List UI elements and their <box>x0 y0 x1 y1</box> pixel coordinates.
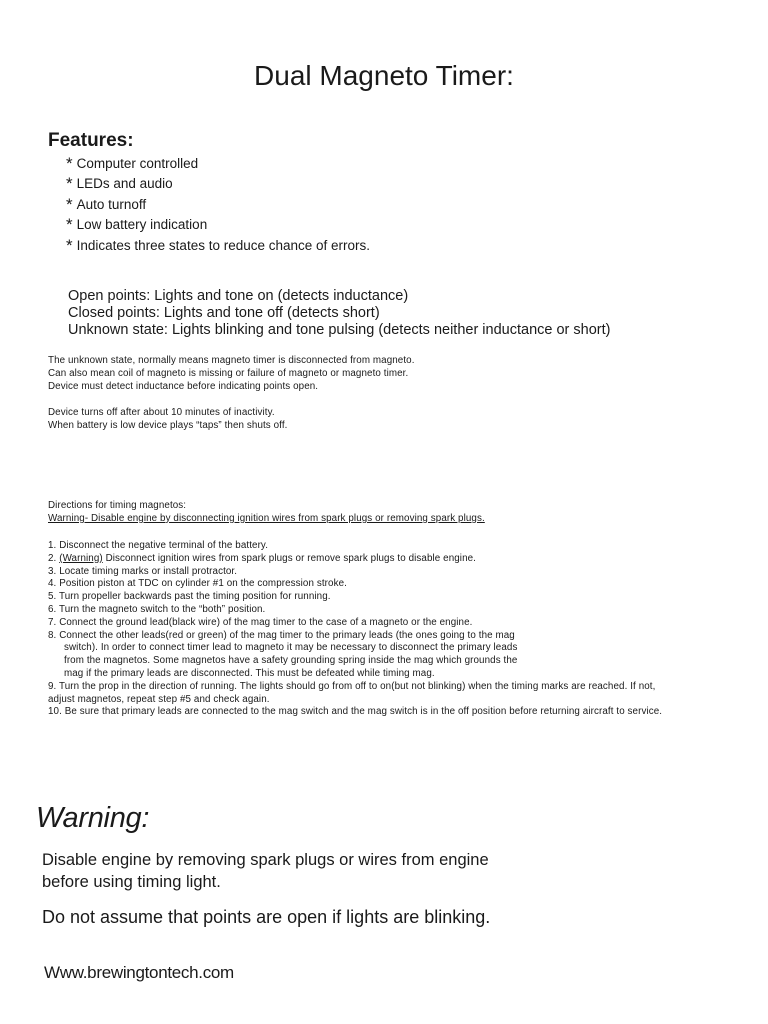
warning-line: Disable engine by removing spark plugs or wires from engine <box>42 851 489 869</box>
note-line: Can also mean coil of magneto is missing or failure of magneto or magneto timer. <box>48 367 409 379</box>
step-8-cont: mag if the primary leads are disconnected. This must be defeated while timing mag. <box>64 667 435 679</box>
warning-blinking-text: Do not assume that points are open if lights are blinking. <box>42 907 491 927</box>
step-9: 9. Turn the prop in the direction of running. The lights should go from off to on(but not blinking) when the timing marks are reached. If not, <box>48 680 656 692</box>
step-4: 4. Position piston at TDC on cylinder #1 on the compression stroke. <box>48 578 347 590</box>
step-5: 5. Turn propeller backwards past the timing position for running. <box>48 591 331 603</box>
point-states <box>68 288 610 339</box>
features-list <box>66 153 370 255</box>
note-line: Device must detect inductance before indicating points open. <box>48 380 319 392</box>
website-url: Www.brewingtontech.com <box>44 963 234 982</box>
step-7: 7. Connect the ground lead(black wire) of the mag timer to the case of a magneto or the engine. <box>48 616 473 628</box>
feature-item: * Computer controlled <box>66 154 199 173</box>
asterisk-icon: * <box>66 174 73 194</box>
page-title: Dual Magneto Timer: <box>254 60 514 91</box>
feature-item: * Indicates three states to reduce chance of errors. <box>66 235 371 255</box>
state-open: Open points: Lights and tone on (detects inductance) <box>68 288 409 304</box>
note-line: When battery is low device plays “taps” then shuts off. <box>48 419 288 431</box>
asterisk-icon: * <box>66 215 73 235</box>
directions-steps <box>48 540 662 719</box>
directions-warning: Warning- Disable engine by disconnecting ignition wires from spark plugs or removing spark plugs. <box>48 512 485 524</box>
step-1: 1. Disconnect the negative terminal of the battery. <box>48 540 269 551</box>
step-8-cont: from the magnetos. Some magnetos have a safety grounding spring inside the mag which grounds the <box>64 655 518 667</box>
step-8: 8. Connect the other leads(red or green) of the mag timer to the primary leads (the ones going to the mag <box>48 629 515 641</box>
step-6: 6. Turn the magneto switch to the “both” position. <box>48 603 266 615</box>
step-2-warning: (Warning) <box>59 552 103 564</box>
note-line: Device turns off after about 10 minutes of inactivity. <box>48 407 275 418</box>
feature-item: * LEDs and audio <box>66 174 173 194</box>
asterisk-icon: * <box>66 194 73 214</box>
unknown-state-notes <box>48 355 415 393</box>
step-3: 3. Locate timing marks or install protractor. <box>48 565 238 577</box>
feature-item: * Auto turnoff <box>66 194 147 214</box>
device-notes <box>48 407 287 433</box>
state-unknown: Unknown state: Lights blinking and tone pulsing (detects neither inductance or short) <box>68 322 611 338</box>
warning-heading: Warning: <box>36 802 150 834</box>
warning-line: before using timing light. <box>42 873 221 891</box>
step-8-cont: switch). In order to connect timer lead to magneto it may be necessary to disconnect the primary leads <box>64 642 518 654</box>
state-closed: Closed points: Lights and tone off (detects short) <box>68 305 380 321</box>
directions-header <box>48 500 485 526</box>
warning-disable-text <box>42 849 489 893</box>
note-line: The unknown state, normally means magneto timer is disconnected from magneto. <box>48 355 415 366</box>
asterisk-icon: * <box>66 235 73 255</box>
step-9-cont: adjust magnetos, repeat step #5 and check again. <box>48 693 270 705</box>
step-2: 2. (Warning) Disconnect ignition wires from spark plugs or remove spark plugs to disable engine. <box>48 552 476 564</box>
features-heading: Features: <box>48 130 134 151</box>
step-10: 10. Be sure that primary leads are connected to the mag switch and the mag switch is in the off position before returning aircraft to service. <box>48 706 663 718</box>
feature-item: * Low battery indication <box>66 215 208 235</box>
asterisk-icon: * <box>66 154 73 173</box>
directions-heading: Directions for timing magnetos: <box>48 500 187 511</box>
